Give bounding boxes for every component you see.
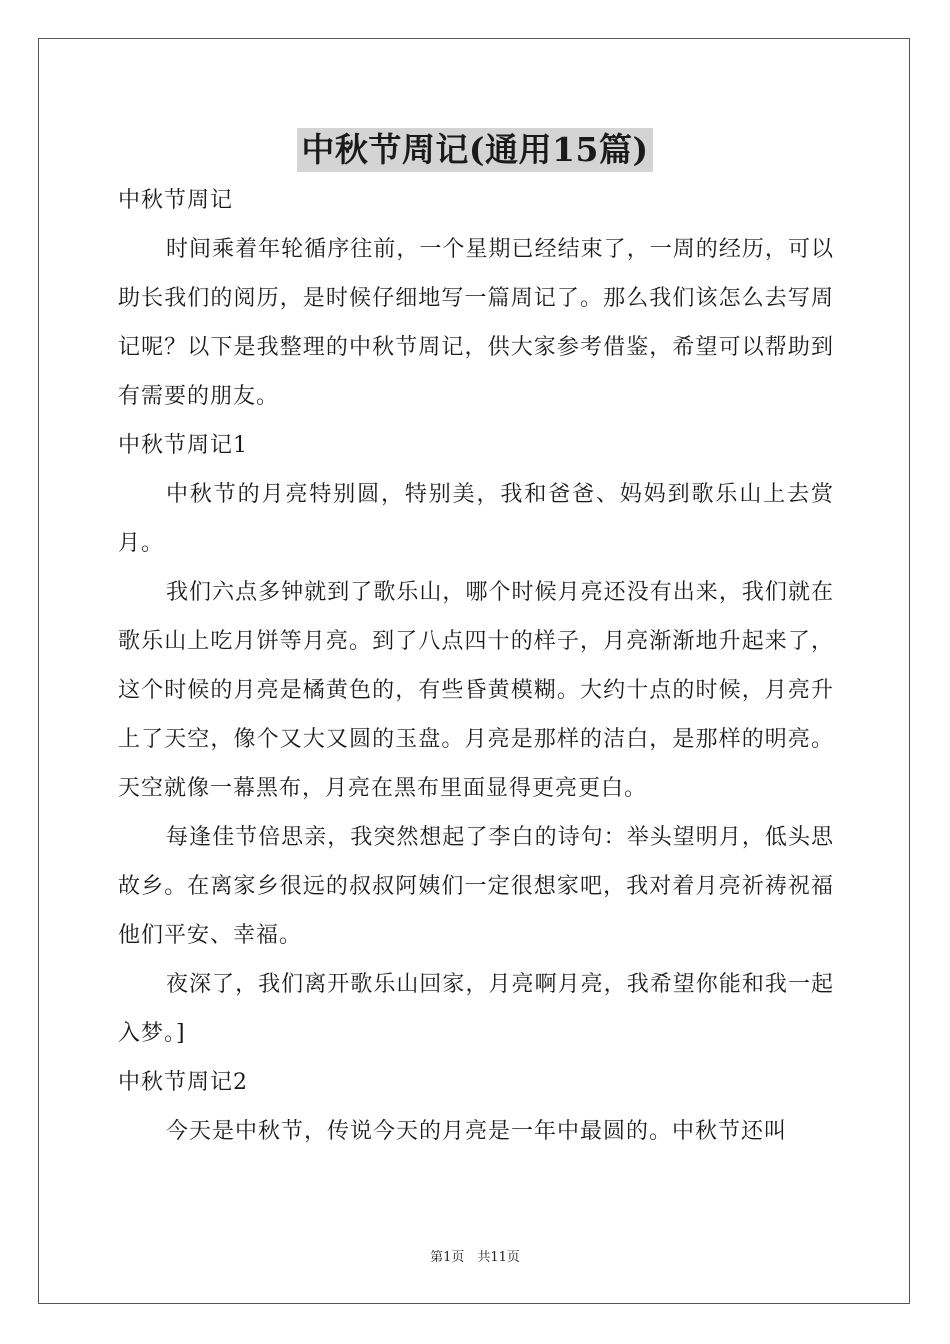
section-heading: 中秋节周记 <box>118 188 234 213</box>
document-title: 中秋节周记(通用15篇) <box>297 128 652 172</box>
paragraph: 我们六点多钟就到了歌乐山，哪个时候月亮还没有出来，我们就在歌乐山上吃月饼等月亮。到了八点四十的样子，月亮渐渐地升起来了，这个时候的月亮是橘黄色的，有些昏黄模糊。大约十点的时候，月亮升上了天空，像个又大又圆的玉盘。月亮是那样的洁白，是那样的明亮。天空就像一幕黑布，月亮在黑布里面显得更亮更白。 <box>118 580 834 801</box>
section-heading: 中秋节周记2 <box>118 1070 248 1095</box>
paragraph: 每逢佳节倍思亲，我突然想起了李白的诗句：举头望明月，低头思故乡。在离家乡很远的叔叔阿姨们一定很想家吧，我对着月亮祈祷祝福他们平安、幸福。 <box>118 825 834 948</box>
title-wrap <box>0 128 950 172</box>
paragraph: 时间乘着年轮循序往前，一个星期已经结束了，一周的经历，可以助长我们的阅历，是时候仔细地写一篇周记了。那么我们该怎么去写周记呢？以下是我整理的中秋节周记，供大家参考借鉴，希望可以帮助到有需要的朋友。 <box>118 237 834 409</box>
paragraph: 夜深了，我们离开歌乐山回家，月亮啊月亮，我希望你能和我一起入梦。] <box>118 972 834 1046</box>
paragraph: 今天是中秋节，传说今天的月亮是一年中最圆的。中秋节还叫 <box>166 1119 788 1144</box>
document-body <box>118 176 834 1156</box>
section-heading: 中秋节周记1 <box>118 433 248 458</box>
page-footer: 第1页 共11页 <box>430 1250 520 1265</box>
paragraph: 中秋节的月亮特别圆，特别美，我和爸爸、妈妈到歌乐山上去赏月。 <box>118 482 834 556</box>
